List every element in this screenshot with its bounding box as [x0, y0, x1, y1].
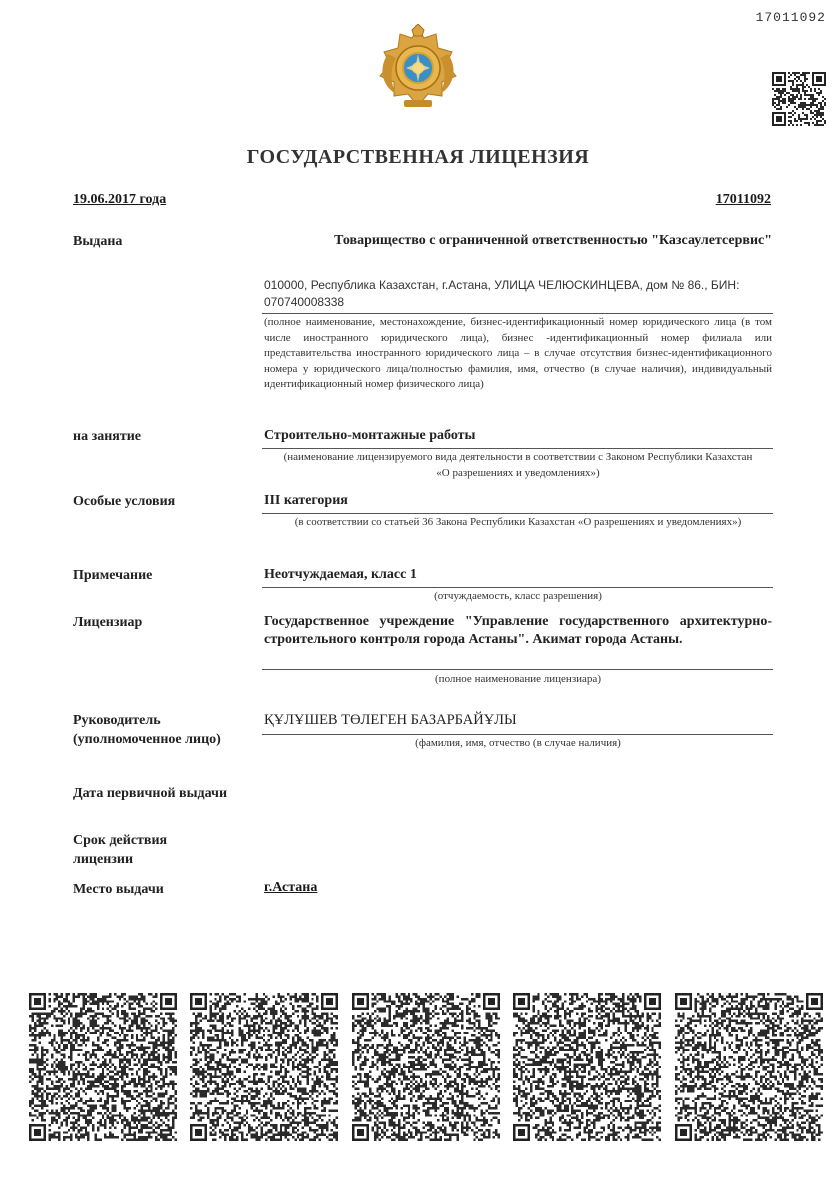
special-conditions-hint: (в соответствии со статьей 36 Закона Республики Казахстан «О разрешениях и уведомлениях»): [294, 516, 742, 528]
licensor-value: Государственное учреждение "Управление государственного архитектурно-строительного контроля города Астаны". Акимат города Астаны.: [264, 614, 772, 647]
activity-value: Строительно-монтажные работы: [264, 428, 476, 443]
license-number: 17011092: [715, 192, 771, 207]
issued-to-hint: (полное наименование, местонахождение, бизнес-идентификационный номер юридического лица (в том числе иностранного юридического лица), бизнес -идентификационный номер филиала или представительства иностранного юридического лица – в случае отсутствия бизнес-идентификационного номера у юридического лица/полностью фамилия, имя, отчество (в случае наличия), индивидуальный идентификационный номер физического лица): [264, 316, 772, 390]
note-value: Неотчуждаемая, класс 1: [264, 567, 417, 582]
validity-label: [73, 831, 167, 869]
head-label: [73, 711, 221, 749]
licensor-hint: (полное наименование лицензиара): [435, 673, 601, 685]
issue-date: 19.06.2017 года: [73, 192, 167, 207]
issued-to-address: 010000, Республика Казахстан, г.Астана, УЛИЦА ЧЕЛЮСКИНЦЕВА, дом № 86., БИН: 070740008338: [264, 278, 740, 309]
activity-hint: (наименование лицензируемого вида деятельности в соответствии с Законом Республики Казахстан «О разрешениях и уведомлениях»): [283, 451, 753, 479]
divider: [262, 513, 773, 514]
head-label-line1: Руководитель: [73, 713, 161, 728]
note-label: Примечание: [73, 568, 153, 583]
activity-label: на занятие: [73, 429, 141, 444]
kazakhstan-state-emblem-icon: [374, 24, 462, 112]
head-hint: (фамилия, имя, отчество (в случае наличия): [415, 737, 621, 749]
document-number-top: 17011092: [755, 10, 826, 25]
divider: [262, 734, 773, 735]
first-issue-label: Дата первичной выдачи: [73, 786, 228, 801]
note-hint: (отчуждаемость, класс разрешения): [434, 590, 602, 602]
head-label-line2: (уполномоченное лицо): [73, 732, 221, 747]
issued-to-label: Выдана: [73, 234, 123, 249]
qr-code-icon: [29, 993, 177, 1141]
validity-label-line2: лицензии: [73, 852, 134, 867]
place-label: Место выдачи: [73, 882, 164, 897]
qr-code-icon: [675, 993, 823, 1141]
qr-code-icon: [190, 993, 338, 1141]
issued-to-value: Товарищество с ограниченной ответственностью "Казсаулетсервис": [334, 233, 772, 248]
place-value: г.Астана: [264, 880, 318, 895]
licensor-label: Лицензиар: [73, 615, 143, 630]
page-title: ГОСУДАРСТВЕННАЯ ЛИЦЕНЗИЯ: [246, 146, 590, 168]
special-conditions-label: Особые условия: [73, 494, 176, 509]
divider: [262, 587, 773, 588]
special-conditions-value: III категория: [264, 493, 348, 508]
divider: [262, 669, 773, 670]
qr-code-icon: [513, 993, 661, 1141]
validity-label-line1: Срок действия: [73, 833, 168, 848]
divider: [262, 448, 773, 449]
qr-code-icon: [352, 993, 500, 1141]
divider: [262, 313, 773, 314]
qr-code-icon: [772, 72, 826, 126]
head-value: ҚҰЛҰШЕВ ТӨЛЕГЕН БАЗАРБАЙҰЛЫ: [264, 712, 517, 728]
